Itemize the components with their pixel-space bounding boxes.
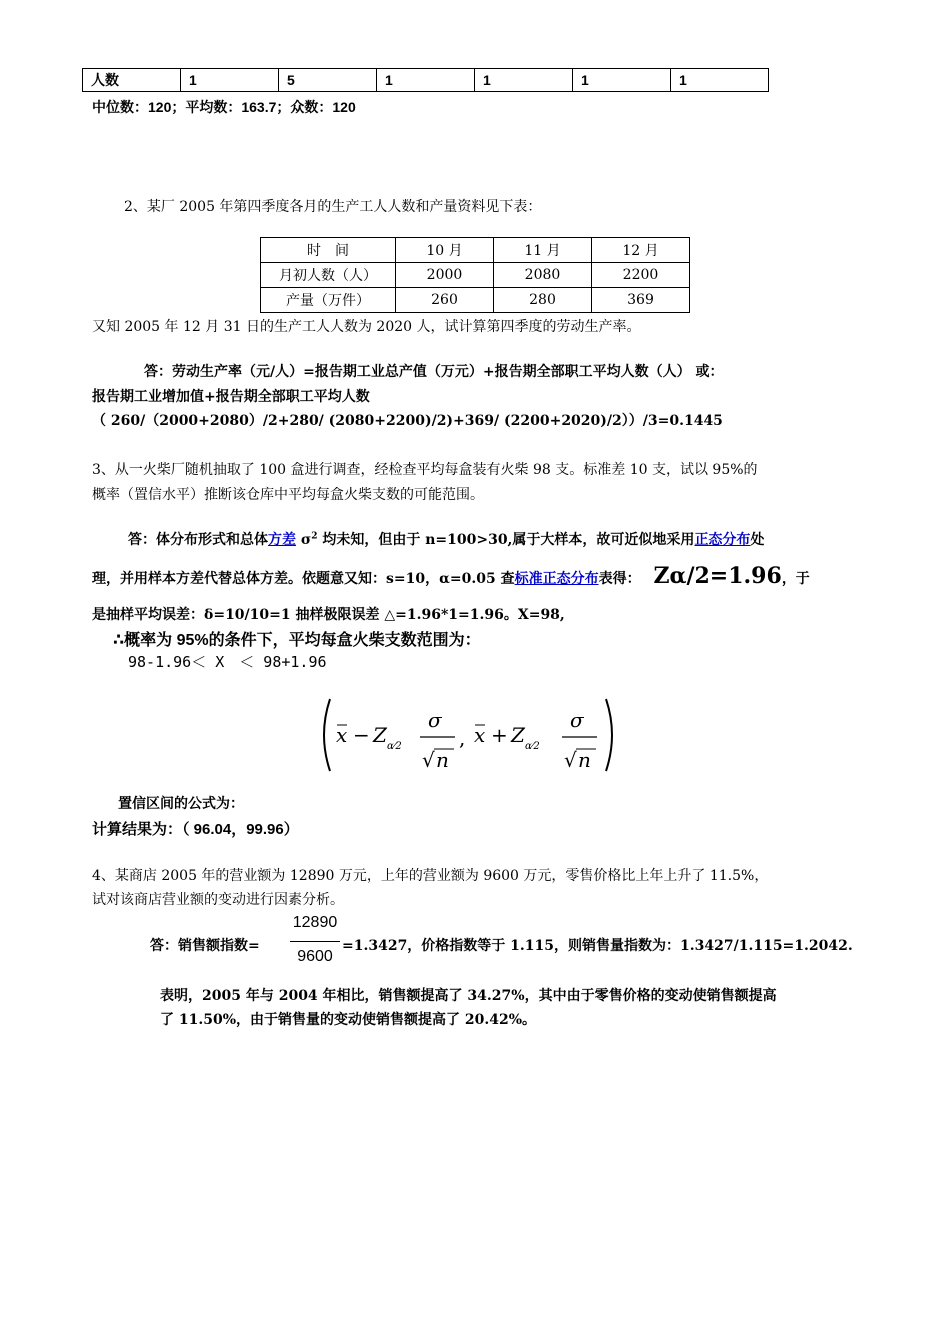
q1-answer: 中位数：120；平均数：163.7；众数：120 [92,99,356,115]
table-cell: 280 [494,288,592,313]
sigma: σ [428,708,442,732]
z-subscript: α⁄2 [525,741,540,752]
text-run: σ [296,532,312,548]
sqrt-sign: √ [422,748,435,772]
text-run: 答：体分布形式和总体 [128,532,268,548]
table-cell: 1 [573,69,671,92]
q3-answer-line3: 是抽样平均误差：δ=10/10=1 抽样极限误差 △=1.96*1=1.96。X=98, [92,607,565,623]
table-cell: 1 [181,69,279,92]
q4-answer-suffix: =1.3427，价格指数等于 1.115，则销售量指数为：1.3427/1.115=1.2042. [342,938,853,954]
minus-sign: − [353,723,370,747]
formula-svg [320,693,620,777]
production-table [260,237,690,313]
left-paren [324,699,330,771]
n-symbol: n [436,748,449,772]
text-run: 表得： [598,571,641,587]
text-run: 理，并用样本方差代替总体方差。依题意又知：s=10，α=0.05 查 [92,571,515,587]
variance-link[interactable]: 方差 [268,532,296,548]
q2-question: 2、某厂 2005 年第四季度各月的生产工人人数和产量资料见下表： [124,199,542,215]
sigma: σ [570,708,584,732]
fraction-numerator: 12890 [292,914,338,931]
q3-answer-line4: ∴概率为 95%的条件下，平均每盒火柴支数范围为： [113,632,481,649]
q3-answer-line1 [128,529,764,549]
fraction-denominator: 9600 [297,948,333,965]
q3-question-line2: 概率（置信水平）推断该仓库中平均每盒火柴支数的可能范围。 [92,487,484,503]
table-cell: 260 [396,288,494,313]
q3-answer-line2 [92,563,810,589]
xbar: x [336,723,348,747]
q3-answer-line5: 98-1.96＜ X ＜ 98+1.96 [128,653,327,671]
q4-answer-prefix: 答：销售额指数= [150,938,260,954]
table-cell: 5 [279,69,377,92]
table-cell: 月初人数（人） [261,263,396,288]
confidence-interval-formula [320,693,620,777]
q2-extra: 又知 2005 年 12 月 31 日的生产工人人数为 2020 人，试计算第四季度的劳动生产率。 [92,319,641,335]
table-cell: 2080 [494,263,592,288]
table-header: 12 月 [592,238,690,263]
standard-normal-link[interactable]: 标准正态分布 [514,571,599,587]
text-run: ，于 [781,571,810,587]
table-header: 11 月 [494,238,592,263]
superscript: 2 [311,531,318,542]
q2-answer-line2: 报告期工业增加值+报告期全部职工平均人数 [92,389,370,405]
table-cell: 2200 [592,263,690,288]
plus-sign: + [491,723,508,747]
sqrt-sign: √ [564,748,577,772]
xbar: x [474,723,486,747]
table-cell: 2000 [396,263,494,288]
comma: , [459,726,466,750]
table-cell: 1 [671,69,769,92]
fraction-bar [290,941,340,942]
z-subscript: α⁄2 [387,741,402,752]
table-cell: 1 [377,69,475,92]
q4-question-line2: 试对该商店营业额的变动进行因素分析。 [92,892,344,908]
interval-label: 置信区间的公式为： [118,795,244,811]
table-header: 时 间 [261,238,396,263]
q2-answer-line3: （ 260/（2000+2080）/2+280/ (2080+2200)/2)+369/ (2200+2020)/2））/3=0.1445 [92,413,723,429]
table-row [261,288,690,313]
q3-result: 计算结果为：（ 96.04，99.96） [92,821,299,838]
table-cell: 1 [475,69,573,92]
right-paren [606,699,612,771]
table-cell: 369 [592,288,690,313]
text-run: 均未知，但由于 n=100>30,属于大样本，故可近似地采用 [317,532,695,548]
q4-conclusion-line1: 表明，2005 年与 2004 年相比，销售额提高了 34.27%，其中由于零售价格的变动使销售额提高 [160,988,777,1004]
n-symbol: n [578,748,591,772]
q4-question-line1: 4、某商店 2005 年的营业额为 12890 万元，上年的营业额为 9600 万元，零售价格比上年上升了 11.5%， [92,868,769,884]
frequency-table [82,68,769,92]
table-row [261,263,690,288]
q2-answer-line1: 答：劳动生产率（元/人）=报告期工业总产值（万元）+报告期全部职工平均人数（人） 或： [144,364,724,380]
text-run: 处 [750,532,765,548]
table-header-row [261,238,690,263]
table-cell: 人数 [83,69,181,92]
normal-distribution-link[interactable]: 正态分布 [694,532,751,548]
z-value: Zα/2=1.96 [653,563,782,589]
table-row [83,69,769,92]
z-symbol: Z [373,723,387,747]
q3-question-line1: 3、从一火柴厂随机抽取了 100 盒进行调查，经检查平均每盒装有火柴 98 支。标准差 10 支，试以 95%的 [92,462,758,478]
q4-conclusion-line2: 了 11.50%，由于销售量的变动使销售额提高了 20.42%。 [160,1012,537,1028]
z-symbol: Z [511,723,525,747]
table-cell: 产量（万件） [261,288,396,313]
table-header: 10 月 [396,238,494,263]
